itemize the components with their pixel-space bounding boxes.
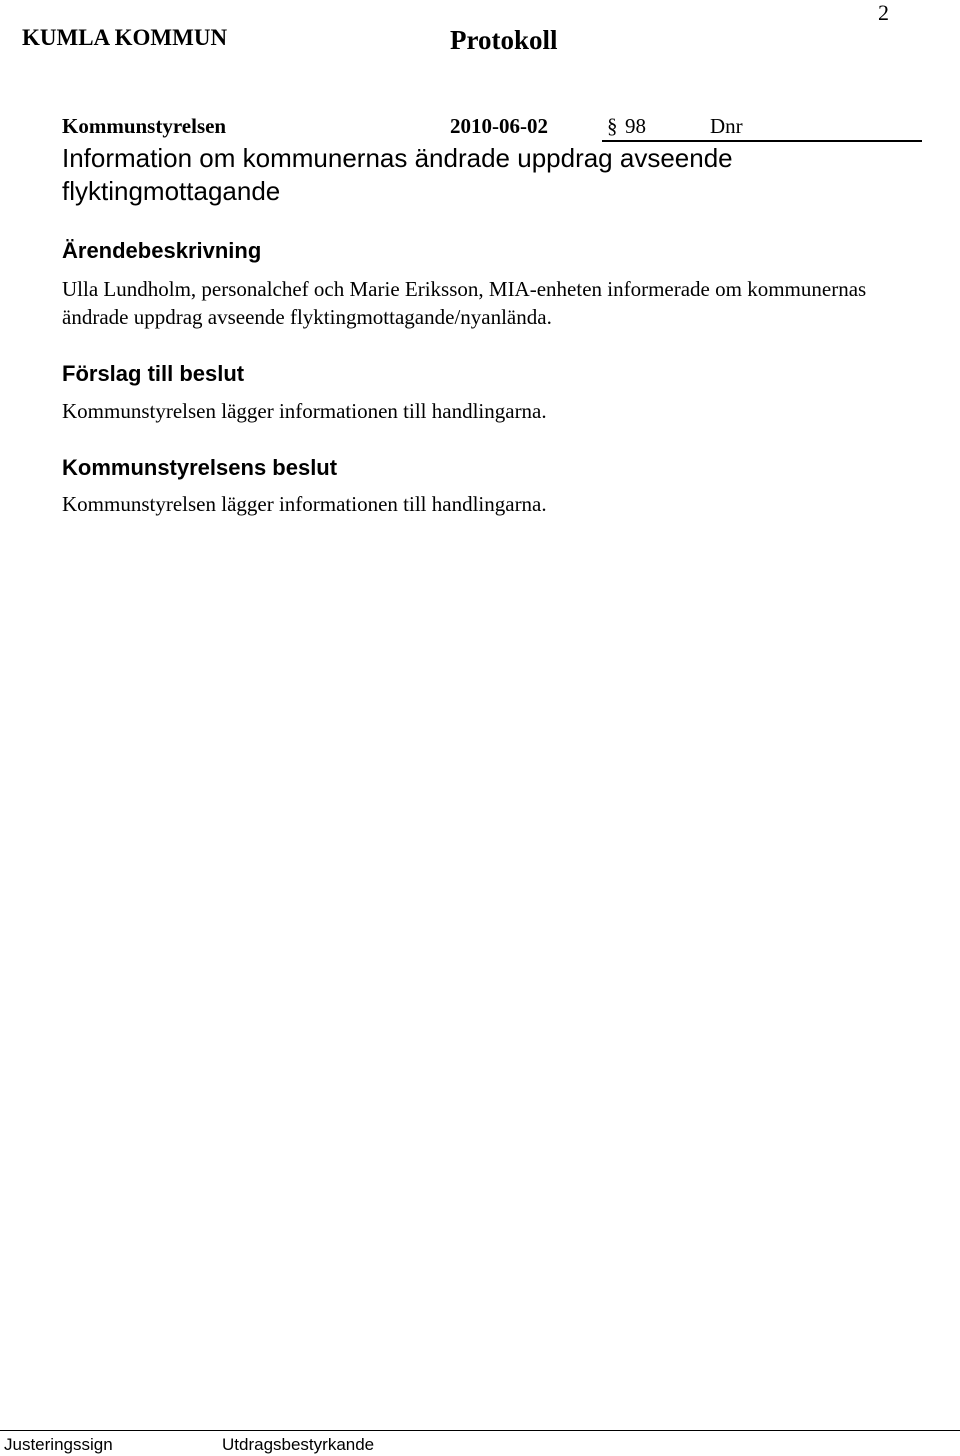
section-heading-proposal: Förslag till beslut — [62, 361, 245, 386]
municipality-name: KUMLA KOMMUN — [22, 25, 228, 50]
footer-adjustment-signature: Justeringssign — [4, 1435, 113, 1454]
page-number: 2 — [878, 0, 889, 25]
meeting-date: 2010-06-02 — [450, 114, 548, 138]
item-title: Information om kommunernas ändrade uppdrag avseende flyktingmottagande — [62, 143, 733, 206]
section-heading-description: Ärendebeskrivning — [62, 238, 262, 263]
footer-divider — [0, 1430, 960, 1431]
section-text-decision: Kommunstyrelsen lägger informationen till handlingarna. — [62, 492, 547, 516]
paragraph-number: 98 — [625, 114, 646, 138]
meeting-board: Kommunstyrelsen — [62, 114, 227, 138]
meeting-meta-row — [62, 113, 922, 141]
footer-extract-certification: Utdragsbestyrkande — [222, 1435, 375, 1454]
section-heading-decision: Kommunstyrelsens beslut — [62, 455, 338, 480]
section-text-description: Ulla Lundholm, personalchef och Marie Eriksson, MIA-enheten informerade om kommunernas ändrade uppdrag avseende flyktingmottagande/nyanlända. — [62, 277, 867, 329]
dnr-label: Dnr — [710, 114, 743, 138]
document-type: Protokoll — [450, 25, 558, 55]
section-text-proposal: Kommunstyrelsen lägger informationen till handlingarna. — [62, 399, 547, 423]
paragraph-sign: § — [607, 114, 618, 138]
